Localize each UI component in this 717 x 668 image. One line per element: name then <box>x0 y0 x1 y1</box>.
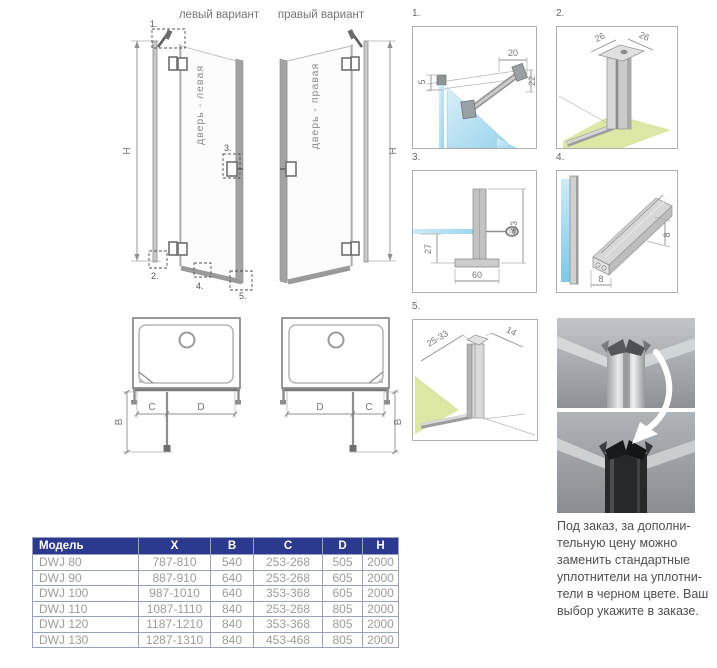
cell-model: DWJ 90 <box>33 570 139 586</box>
h-dimension-label: H <box>122 147 133 155</box>
dim-label: 25-33 <box>425 328 450 349</box>
drain-icon <box>180 333 195 348</box>
cell-x: 887-910 <box>139 570 211 586</box>
table-row <box>33 555 399 571</box>
cell-d: 605 <box>323 586 363 602</box>
dim-d-label: D <box>316 402 324 413</box>
detail-5-number: 5. <box>412 301 421 312</box>
callout-4: 4. <box>196 281 204 291</box>
cell-b: 840 <box>211 632 254 648</box>
callout-1: 1. <box>150 19 158 29</box>
door-handle <box>286 162 296 176</box>
hinge-top <box>169 57 177 70</box>
right-door-elevation-drawing <box>280 29 399 283</box>
col-header-model: Модель <box>33 538 139 555</box>
cell-c: 353-368 <box>254 617 323 633</box>
col-header-x: X <box>139 538 211 555</box>
cell-b: 840 <box>211 601 254 617</box>
black-seal-note <box>557 518 713 620</box>
dim-label: 20 <box>507 48 519 58</box>
table-row <box>33 570 399 586</box>
detail-4-drawing <box>557 171 677 292</box>
cell-model: DWJ 100 <box>33 586 139 602</box>
hinge-top <box>351 57 359 70</box>
callout-5: 5. <box>239 291 247 301</box>
detail-1-number: 1. <box>412 8 421 19</box>
col-header-c: C <box>254 538 323 555</box>
detail-2-number: 2. <box>556 8 565 19</box>
cell-x: 1287-1310 <box>139 632 211 648</box>
dim-c-label: C <box>365 402 373 413</box>
h-dimension-label: H <box>388 147 399 155</box>
wall-profile <box>364 41 368 262</box>
dim-label: 63 <box>509 220 519 232</box>
callout-2: 2. <box>151 271 159 281</box>
right-door-label: дверь - правая <box>309 62 321 150</box>
wall-profile <box>153 41 157 262</box>
detail-4-box <box>556 170 678 293</box>
callout-3: 3. <box>224 143 232 153</box>
cell-model: DWJ 120 <box>33 617 139 633</box>
dim-d-label: D <box>197 402 205 413</box>
cell-x: 1187-1210 <box>139 617 211 633</box>
note-line: тели в черном цвете. Ваш <box>557 587 709 601</box>
cell-h: 2000 <box>363 570 399 586</box>
cell-b: 640 <box>211 586 254 602</box>
cell-d: 805 <box>323 601 363 617</box>
detail-1-box <box>412 26 537 149</box>
wall-profile-section <box>472 344 484 418</box>
dim-label: 5 <box>417 79 427 85</box>
detail-2-box <box>556 26 678 149</box>
dim-label: 60 <box>471 270 483 280</box>
dim-label: 22 <box>527 75 536 87</box>
note-line: тельную цену можно <box>557 536 678 550</box>
cell-h: 2000 <box>363 586 399 602</box>
dim-b-label: B <box>114 418 125 426</box>
detail-5-drawing <box>413 320 537 440</box>
callout-box-2 <box>149 251 167 268</box>
table-header-row <box>33 538 399 555</box>
cell-c: 453-468 <box>254 632 323 648</box>
left-plan-view-drawing <box>114 318 241 454</box>
replace-arrow-icon <box>598 338 702 462</box>
dim-label: 26 <box>637 29 652 43</box>
detail-3-box <box>412 170 537 293</box>
table-row <box>33 632 399 648</box>
dim-label: 27 <box>423 243 433 255</box>
note-line: выбор укажите в заказе. <box>557 604 699 618</box>
cell-d: 605 <box>323 570 363 586</box>
hinge-bottom <box>169 242 177 255</box>
glass-pane <box>561 179 570 282</box>
size-table <box>32 537 399 648</box>
hinge-bottom <box>351 242 359 255</box>
support-strut <box>470 73 520 110</box>
note-line: Под заказ, за дополни- <box>557 519 691 533</box>
cell-model: DWJ 130 <box>33 632 139 648</box>
cell-c: 353-368 <box>254 586 323 602</box>
glass-pane <box>447 87 513 148</box>
cell-b: 540 <box>211 555 254 571</box>
cell-b: 640 <box>211 570 254 586</box>
cell-x: 1087-1110 <box>139 601 211 617</box>
cell-h: 2000 <box>363 632 399 648</box>
cell-h: 2000 <box>363 555 399 571</box>
col-header-d: D <box>323 538 363 555</box>
glass-pane <box>413 229 475 234</box>
cell-c: 253-268 <box>254 570 323 586</box>
cell-d: 805 <box>323 632 363 648</box>
table-row <box>33 586 399 602</box>
cell-d: 505 <box>323 555 363 571</box>
detail-4-number: 4. <box>556 152 565 163</box>
cell-x: 787-810 <box>139 555 211 571</box>
left-door-label: дверь - левая <box>194 64 206 146</box>
note-line: уплотнители на уплотни- <box>557 570 702 584</box>
col-header-b: B <box>211 538 254 555</box>
table-row <box>33 617 399 633</box>
right-plan-view-drawing <box>280 318 404 454</box>
cell-d: 805 <box>323 617 363 633</box>
cell-h: 2000 <box>363 617 399 633</box>
dim-label: 26 <box>592 30 607 44</box>
dim-b-label: B <box>393 418 404 426</box>
detail-3-drawing <box>413 171 536 292</box>
right-variant-title: правый вариант <box>277 9 365 21</box>
dim-label: 14 <box>504 324 519 339</box>
cell-model: DWJ 110 <box>33 601 139 617</box>
note-line: заменить стандартные <box>557 553 691 567</box>
detail-1-drawing <box>413 27 536 148</box>
col-header-h: H <box>363 538 399 555</box>
cell-c: 253-268 <box>254 555 323 571</box>
table-row <box>33 601 399 617</box>
cell-c: 253-268 <box>254 601 323 617</box>
detail-3-number: 3. <box>412 152 421 163</box>
left-door-elevation-drawing <box>122 19 252 301</box>
drain-icon <box>329 333 344 348</box>
dim-label: 8 <box>662 232 672 238</box>
cell-b: 840 <box>211 617 254 633</box>
detail-5-box <box>412 319 538 441</box>
left-variant-title: левый вариант <box>178 9 260 21</box>
cell-h: 2000 <box>363 601 399 617</box>
cell-x: 987-1010 <box>139 586 211 602</box>
detail-2-drawing <box>557 27 677 148</box>
dim-label: 8 <box>598 274 604 284</box>
door-handle <box>227 162 237 176</box>
cell-model: DWJ 80 <box>33 555 139 571</box>
dim-c-label: C <box>148 402 156 413</box>
